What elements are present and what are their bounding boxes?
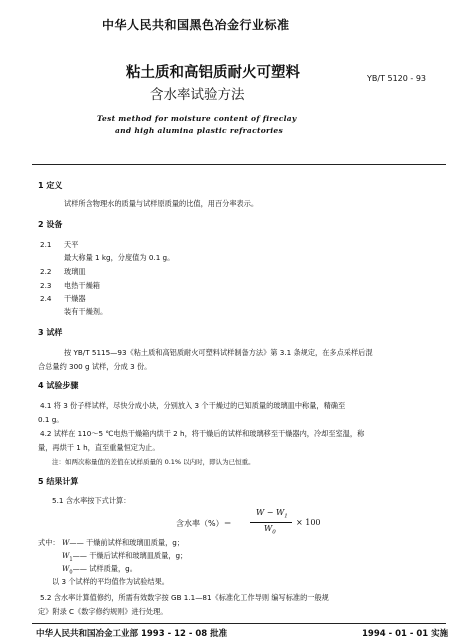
section-4-2-line2: 量，再烘干 1 h，直至重量恒定为止。 (38, 443, 160, 452)
document-title-zh-line2: 含水率试验方法 (150, 87, 245, 103)
section-3-line2: 合总量约 300 g 试样，分成 3 份。 (38, 362, 152, 371)
section-4-1-line1: 4.1 将 3 份子样试样，尽快分成小块，分别放入 3 个干燥过的已知质量的玻璃皿中称量，精确至 (40, 401, 346, 410)
item-2-1-label: 天平 (64, 240, 79, 249)
formula-numerator: $W - W_1$ (256, 508, 288, 520)
section-3-line1: 按 YB/T 5115—93《粘土质和高铝质耐火可塑料试样制备方法》第 3.1 条规定，在多点采样后混 (64, 348, 373, 357)
item-2-2-num: 2.2 (40, 267, 52, 276)
formula-lhs: 含水率（%）＝ (176, 519, 232, 528)
section-4-note: 注：如两次称量值的差值在试样质量的 0.1% 以内时，即认为已恒重。 (52, 458, 255, 466)
item-2-4-num: 2.4 (40, 294, 52, 303)
item-2-4-detail: 装有干燥剂。 (64, 307, 108, 316)
document-title-en-line1: Test method for moisture content of fireclay (97, 114, 297, 123)
section-5-2-line1: 5.2 含水率计算值修约，所需有效数字按 GB 1.1—81《标准化工作导则 编写标准的一般规 (40, 593, 329, 602)
footer-divider (32, 623, 446, 624)
section-4-1-line2: 0.1 g。 (38, 415, 64, 424)
section-3-heading: 3 试样 (38, 328, 63, 337)
section-1-heading: 1 定义 (38, 181, 63, 190)
where-item-w1: $W_1——$ 干燥后试样和玻璃皿质量，g； (62, 551, 188, 563)
section-5-1-text: 5.1 含水率按下式计算： (52, 496, 131, 505)
item-2-3-num: 2.3 (40, 281, 52, 290)
where-item-w0: $W_0——$ 试样质量，g。 (62, 564, 137, 576)
section-2-heading: 2 设备 (38, 220, 63, 229)
approval-date: 中华人民共和国冶金工业部 1993 - 12 - 08 批准 (36, 629, 228, 639)
section-4-2-line1: 4.2 试样在 110～5 ℃电热干燥箱内烘干 2 h，将干燥后的试样和玻璃移至干燥器内，冷却至室温，称 (40, 429, 365, 438)
implementation-date: 1994 - 01 - 01 实施 (362, 629, 449, 639)
item-2-4-label: 干燥器 (64, 294, 86, 303)
section-1-body: 试样所含物理水的质量与试样原质量的比值，用百分率表示。 (64, 199, 259, 208)
standard-number: YB/T 5120 - 93 (367, 74, 427, 83)
where-item-w: W—— 干燥前试样和玻璃皿质量，g； (62, 538, 185, 547)
standard-org-title: 中华人民共和国黑色冶金行业标准 (102, 18, 290, 32)
document-title-en-line2: and high alumina plastic refractories (115, 126, 284, 135)
formula-multiplier: × 100 (296, 518, 321, 527)
section-5-2-line2: 定》附录 C《数字修约规则》进行处理。 (38, 607, 168, 616)
section-4-heading: 4 试验步骤 (38, 381, 79, 390)
item-2-1-detail: 最大称量 1 kg，分度值为 0.1 g。 (64, 253, 175, 262)
document-title-zh-line1: 粘土质和高铝质耐火可塑料 (126, 65, 300, 81)
item-2-2-label: 玻璃皿 (64, 267, 86, 276)
item-2-3-label: 电热干燥箱 (64, 281, 100, 290)
formula-fraction-bar (250, 522, 292, 523)
item-2-1-num: 2.1 (40, 240, 52, 249)
formula-denominator: $W_0$ (264, 524, 276, 536)
where-label: 式中： (38, 538, 60, 547)
section-5-heading: 5 结果计算 (38, 477, 79, 486)
header-divider (32, 164, 446, 165)
average-note: 以 3 个试样的平均值作为试验结果。 (52, 577, 169, 586)
